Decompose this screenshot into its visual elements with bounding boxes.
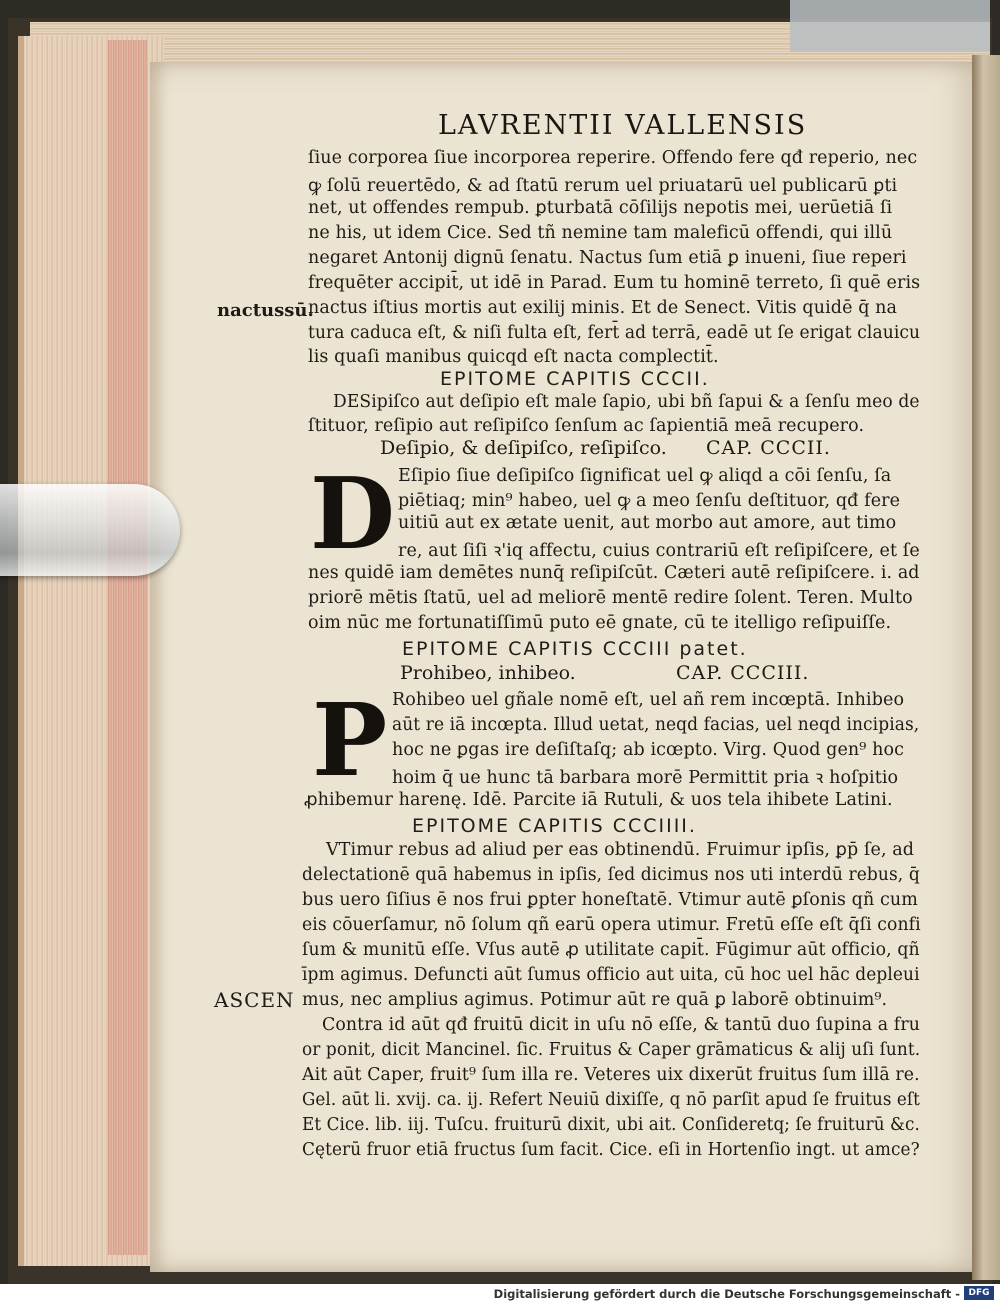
text-line: īpm agimus. Defuncti aūt ſumus officio aut uita, cū hoc uel hāc depleui: [302, 965, 920, 985]
text-line: tura caduca eſt, & niſi fulta eſt, fert̄ ad terrā, eadē ut ſe erigat clauicu: [308, 323, 921, 343]
text-line: Ait aūt Caper, fruit⁹ ſum illa re. Veteres uix dixerūt fruitus ſum illā re.: [302, 1065, 920, 1085]
chapter-words-302: Deſipio, & deſipiſco, reſipiſco.: [380, 437, 667, 459]
book-gutter: [972, 55, 1000, 1280]
drop-cap-p: P: [312, 681, 388, 799]
footer-bar: [0, 1284, 1000, 1304]
drop-cap-d: D: [310, 457, 395, 572]
library-label: [790, 0, 990, 52]
text-line: net, ut offendes rempub. ꝑturbatā cōſilijs nepotis mei, uerūetiā ſi: [308, 198, 893, 218]
text-line: nes quidē iam demētes nunq̄ reſipiſcūt. Cæteri autē reſipiſcere. i. ad: [308, 563, 920, 583]
text-line: hoim q̄ ue hunc tā barbara morē Permittit pria ꝛ hoſpitio: [392, 768, 899, 788]
dfg-logo[interactable]: DFG: [964, 1286, 994, 1300]
text-line: VTimur rebus ad aliud per eas obtinendū. Fruimur ipſis, ꝑp̄ ſe, ad: [326, 840, 915, 860]
chapter-number-303: CAP. CCCIII.: [676, 662, 810, 684]
margin-note-ascen: ASCEN: [214, 988, 295, 1012]
text-line: frequēter accipit̄, ut idē in Parad. Eum tu hominē terreto, ſi quē eris: [308, 273, 921, 293]
text-line: Rohibeo uel gñale nomē eſt, uel añ rem incœptā. Inhibeo: [392, 690, 905, 710]
epitome-heading-304: EPITOME CAPITIS CCCIIII.: [412, 815, 697, 837]
text-line: nactus iſtius mortis aut exilij minis. Et de Senect. Vitis quidē q̄ na: [308, 298, 898, 318]
text-line: ne his, ut idem Cice. Sed tñ nemine tam maleficū offendi, qui illū: [308, 223, 893, 243]
text-line: Gel. aūt li. xvij. ca. ij. Refert Neuiū dixiſſe, q nō parſit apud ſe fruitus eſt: [302, 1090, 920, 1110]
text-line: or ponit, dicit Mancinel. ſic. Fruitus & Caper grāmaticus & alij uſi ſunt.: [302, 1040, 921, 1060]
text-line: ſtituor, reſipio aut reſipiſco ſenſum ac ſapientiā meā recupero.: [308, 416, 865, 436]
text-line: ꝓhibemur harenę. Idē. Parcite iā Rutuli, & uos tela ihibete Latini.: [304, 790, 893, 810]
epitome-heading-302: EPITOME CAPITIS CCCII.: [440, 368, 710, 390]
text-line: Et Cice. lib. iij. Tuſcu. fruiturū dixit, ubi ait. Conſideretq; ſe fruiturū &c.: [302, 1115, 920, 1135]
text-line: uitiū aut ex ætate uenit, aut morbo aut amore, aut timo: [398, 513, 897, 533]
epitome-heading-303: EPITOME CAPITIS CCCIII patet.: [402, 638, 748, 660]
funding-credit: Digitalisierung gefördert durch die Deutsche Forschungsgemeinschaft -: [493, 1287, 960, 1301]
text-line: negaret Antonij dignū ſenatu. Nactus ſum etiā ꝑ inueni, ſiue reperi: [308, 248, 907, 268]
text-line: re, aut ſiſi ꝛ'iq affectu, cuius contrariū eſt reſipiſcere, et ſe: [398, 541, 920, 561]
text-line: ſum & munitū eſſe. Vſus autē ꝓ utilitate capit̄. Fūgimur aūt officio, qñ: [302, 940, 920, 960]
text-line: hoc ne ꝑgas ire deſiſtaſq; ab icœpto. Virg. Quod gen⁹ hoc: [392, 740, 904, 760]
text-line: Eſipio ſiue deſipiſco ſignificat uel ꝙ aliqd a cōi ſenſu, ſa: [398, 466, 892, 486]
text-line: Cęterū fruor etiā fructus ſum facit. Cice. eſi in Hortenſio ingt. ut amce?: [302, 1140, 920, 1160]
text-line: aūt re iā incœpta. Illud uetat, neqd facias, uel neqd incipias,: [392, 715, 920, 735]
text-line: priorē mētis ſtatū, uel ad meliorē mentē redire ſolent. Teren. Multo: [308, 588, 913, 608]
text-line: Contra id aūt qđ fruitū dicit in uſu nō eſſe, & tantū duo ſupina a fru: [322, 1015, 920, 1035]
text-line: bus uero ſiſius ē nos frui ꝑpter honeſtatē. Vtimur autē ꝑſonis qñ cum: [302, 890, 918, 910]
text-line: delectationē quā habemus in ipſis, ſed dicimus nos uti interdū rebus, q̄: [302, 865, 920, 885]
running-head: LAVRENTII VALLENSIS: [438, 110, 808, 141]
text-line: mus, nec amplius agimus. Potimur aūt re quā ꝑ laborē obtinuim⁹.: [302, 990, 888, 1010]
text-line: eis cōuerſamur, nō ſolum qñ earū opera utimur. Fretū eſſe eſt q̄ſi confi: [302, 915, 921, 935]
margin-note-nactussu: nactussū.: [217, 300, 314, 321]
text-line: DESipiſco aut deſipio eſt male ſapio, ubi bñ ſapui & a ſenſu meo de: [333, 392, 920, 412]
chapter-number-302: CAP. CCCII.: [706, 437, 831, 459]
red-page-edges: [108, 40, 148, 1255]
text-line: piētiaq; min⁹ habeo, uel ꝙ a meo ſenſu deſtituor, qđ fere: [398, 491, 901, 511]
chapter-words-303: Prohibeo, inhibeo.: [400, 662, 576, 684]
glass-page-holder: [0, 484, 180, 576]
text-line: lis quaſi manibus quicqd eſt nacta complectit̄.: [308, 347, 719, 367]
text-line: ſiue corporea ſiue incorporea reperire. Offendo fere qđ reperio, nec: [308, 148, 918, 168]
text-line: ꝙ ſolū reuertēdo, & ad ſtatū rerum uel priuatarū uel publicarū ꝑti: [308, 176, 898, 196]
text-line: oim nūc me fortunatiſſimū puto eē gnate, cū te itelligo reſipuiſſe.: [308, 613, 892, 633]
